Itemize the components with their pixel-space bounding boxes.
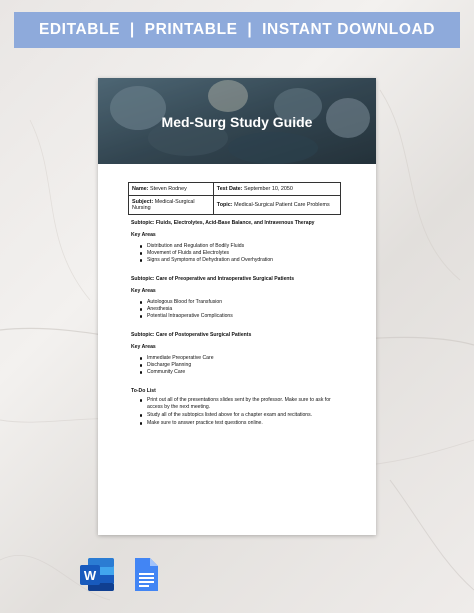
todo-item: Make sure to answer practice test questions online. <box>140 420 346 427</box>
subtopic-heading: Subtopic: Fluids, Electrolytes, Acid-Base Balance, and Intravenous Therapy <box>131 220 315 226</box>
topic-cell <box>213 196 340 215</box>
info-table <box>128 182 341 215</box>
test-date-value: September 10, 2050 <box>243 186 293 192</box>
subject-label: Subject: <box>132 199 154 205</box>
key-areas-list <box>131 299 346 320</box>
key-areas-label: Key Areas <box>131 344 156 350</box>
todo-title: To-Do List <box>131 388 156 394</box>
google-docs-icon[interactable] <box>135 558 158 591</box>
key-areas-list <box>131 243 346 264</box>
list-item: Anesthesia <box>140 306 346 313</box>
subtopic-heading: Subtopic: Care of Postoperative Surgical Patients <box>131 332 252 338</box>
key-areas-list <box>131 355 346 376</box>
todo-item: Print out all of the presentations slides sent by the professor. Make sure to ask for access by the next meeting. <box>140 397 346 411</box>
subtopic-heading: Subtopic: Care of Preoperative and Intraoperative Surgical Patients <box>131 276 295 282</box>
list-item: Movement of Fluids and Electrolytes <box>140 250 346 257</box>
document-page <box>98 78 376 535</box>
word-icon-letter: W <box>83 568 97 583</box>
name-cell <box>129 183 214 196</box>
microsoft-word-icon[interactable] <box>80 558 114 591</box>
table-row <box>129 183 341 196</box>
test-date-cell <box>213 183 340 196</box>
format-icons <box>80 557 160 593</box>
promo-banner <box>14 12 460 48</box>
document-title: Med-Surg Study Guide <box>161 114 313 130</box>
list-item: Signs and Symptoms of Dehydration and Overhydration <box>140 257 346 264</box>
section-fluids <box>131 220 346 264</box>
list-item: Potential Intraoperative Complications <box>140 313 346 320</box>
todo-item: Study all of the subtopics listed above for a chapter exam and recitations. <box>140 412 346 419</box>
name-label: Name: <box>132 186 149 192</box>
table-row <box>129 196 341 215</box>
section-preoperative <box>131 276 346 320</box>
list-item: Distribution and Regulation of Bodily Fluids <box>140 243 346 250</box>
test-date-label: Test Date: <box>216 186 243 192</box>
document-body <box>131 220 346 439</box>
subject-value: Medical-Surgical Nursing <box>132 199 195 211</box>
todo-list <box>131 397 346 427</box>
header-image <box>98 78 376 164</box>
promo-banner-text: EDITABLE | PRINTABLE | INSTANT DOWNLOAD <box>38 21 436 38</box>
subject-cell <box>129 196 214 215</box>
key-areas-label: Key Areas <box>131 232 156 238</box>
topic-value: Medical-Surgical Patient Care Problems <box>234 202 330 208</box>
list-item: Community Care <box>140 369 346 376</box>
list-item: Immediate Preoperative Care <box>140 355 346 362</box>
todo-section <box>131 388 346 427</box>
list-item: Discharge Planning <box>140 362 346 369</box>
topic-label: Topic: <box>216 202 233 208</box>
list-item: Autologous Blood for Transfusion <box>140 299 346 306</box>
section-postoperative <box>131 332 346 376</box>
name-value: Steven Rodney <box>149 186 187 192</box>
key-areas-label: Key Areas <box>131 288 156 294</box>
